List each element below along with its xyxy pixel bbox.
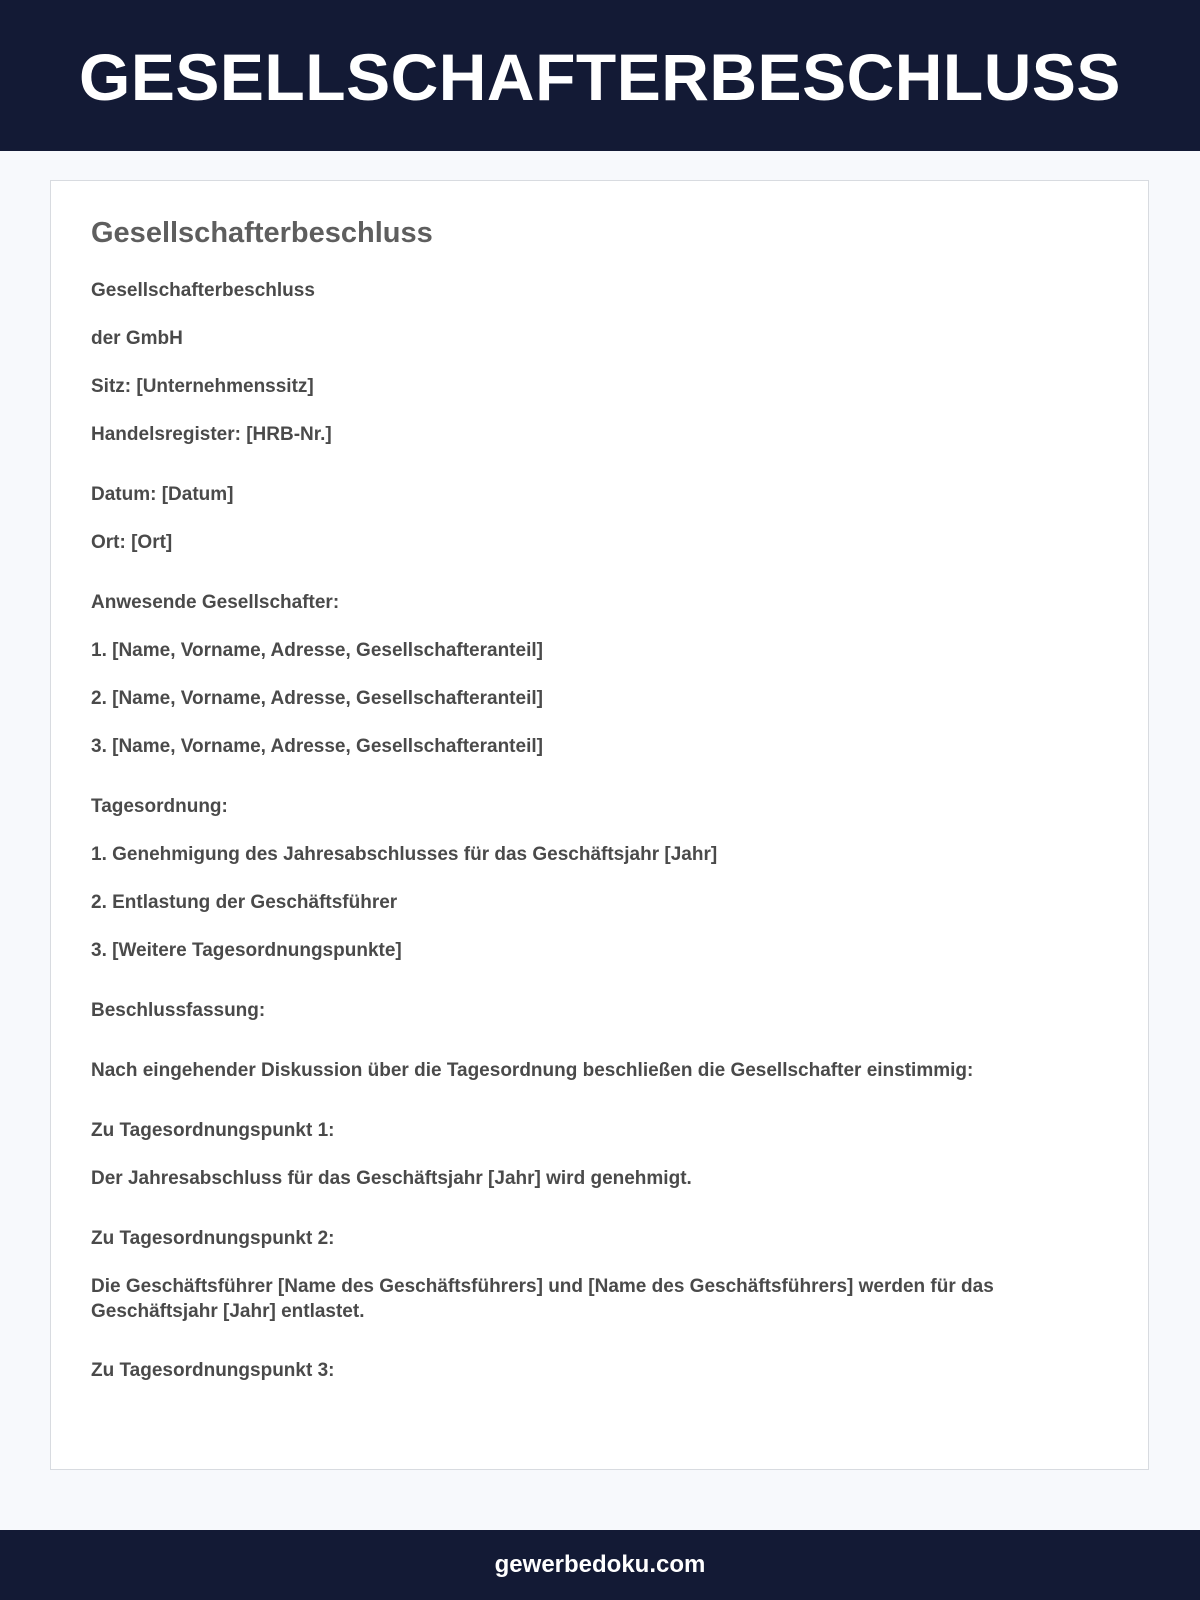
doc-point-2-heading: Zu Tagesordnungspunkt 2: xyxy=(91,1228,335,1249)
footer-site-name: gewerbedoku.com xyxy=(494,1551,706,1578)
doc-attendee-1: 1. [Name, Vorname, Adresse, Gesellschafteranteil] xyxy=(91,640,543,661)
doc-attendees-heading: Anwesende Gesellschafter: xyxy=(91,592,340,613)
doc-point-1-heading: Zu Tagesordnungspunkt 1: xyxy=(91,1120,335,1141)
doc-resolution-heading: Beschlussfassung: xyxy=(91,1000,266,1021)
doc-resolution-intro: Nach eingehender Diskussion über die Tagesordnung beschließen die Gesellschafter einstimmig: xyxy=(91,1060,974,1081)
doc-attendee-2: 2. [Name, Vorname, Adresse, Gesellschafteranteil] xyxy=(91,688,543,709)
doc-agenda-item-1: 1. Genehmigung des Jahresabschlusses für das Geschäftsjahr [Jahr] xyxy=(91,844,718,865)
doc-point-3-heading: Zu Tagesordnungspunkt 3: xyxy=(91,1360,335,1381)
doc-place: Ort: [Ort] xyxy=(91,532,173,553)
doc-agenda-heading: Tagesordnung: xyxy=(91,796,228,817)
doc-agenda-item-2: 2. Entlastung der Geschäftsführer xyxy=(91,892,398,913)
doc-attendee-3: 3. [Name, Vorname, Adresse, Gesellschafteranteil] xyxy=(91,736,543,757)
doc-heading: Gesellschafterbeschluss xyxy=(91,280,315,301)
doc-point-2-text: Die Geschäftsführer [Name des Geschäftsführers] und [Name des Geschäftsführers] werden für das Geschäftsjahr [Jahr] entlastet. xyxy=(91,1276,994,1322)
doc-company: der GmbH xyxy=(91,328,183,349)
doc-point-1-text: Der Jahresabschluss für das Geschäftsjahr [Jahr] wird genehmigt. xyxy=(91,1168,692,1189)
header-title: GESELLSCHAFTERBESCHLUSS xyxy=(79,39,1121,114)
doc-seat: Sitz: [Unternehmenssitz] xyxy=(91,376,314,397)
doc-date: Datum: [Datum] xyxy=(91,484,234,505)
doc-agenda-item-3: 3. [Weitere Tagesordnungspunkte] xyxy=(91,940,402,961)
document-title: Gesellschafterbeschluss xyxy=(91,217,433,249)
footer-banner xyxy=(0,1530,1200,1600)
header-banner xyxy=(0,0,1200,151)
doc-register: Handelsregister: [HRB-Nr.] xyxy=(91,424,332,445)
document-card xyxy=(50,180,1149,1470)
